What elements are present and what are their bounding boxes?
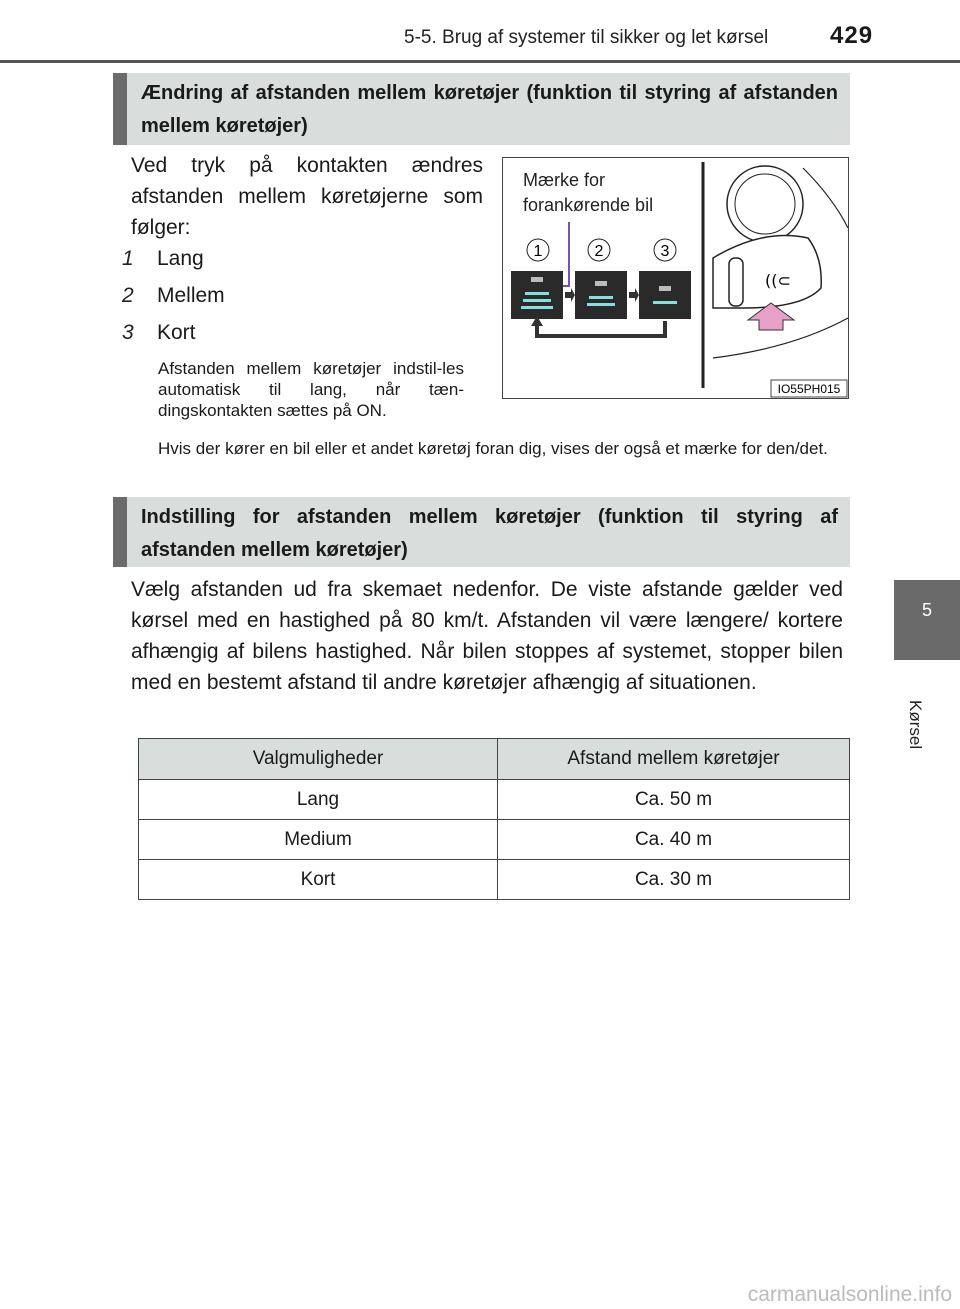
- figure-code: IO55PH015: [777, 382, 841, 396]
- option-number: 2: [122, 284, 134, 307]
- return-loop-arrow: [537, 321, 665, 336]
- option-label: Mellem: [157, 284, 225, 307]
- step-number: 3: [660, 243, 670, 260]
- distance-switch-icon: ((⊂: [765, 271, 791, 290]
- table-cell: Ca. 40 m: [498, 820, 850, 860]
- table-cell: Lang: [139, 780, 498, 820]
- chapter-tab-label: Kørsel: [906, 700, 925, 750]
- note-vehicle-ahead: Hvis der kører en bil eller et andet køretøj foran dig, vises der også et mærke for den/det.: [158, 439, 828, 458]
- table-row: [139, 820, 850, 860]
- running-header-title: 5-5. Brug af systemer til sikker og let kørsel: [404, 27, 769, 48]
- table-row: [139, 860, 850, 900]
- table-row: [139, 780, 850, 820]
- distance-switch-illustration: [502, 157, 849, 399]
- illustration-drawing: [503, 158, 850, 400]
- display-short: [639, 271, 691, 319]
- figure-label-line2: forankørende bil: [523, 195, 654, 215]
- option-number: 1: [122, 247, 134, 270]
- table-cell: Ca. 30 m: [498, 860, 850, 900]
- option-number: 3: [122, 321, 134, 344]
- table-header-row: [139, 739, 850, 780]
- next-arrow-icon: [565, 288, 575, 302]
- section1-intro: Ved tryk på kontakten ændres afstanden mellem køretøjerne som følger:: [131, 154, 483, 239]
- gauge-circle: [727, 166, 803, 242]
- table-cell: Medium: [139, 820, 498, 860]
- display-medium: [575, 271, 627, 319]
- figure-label-line1: Mærke for: [523, 170, 606, 190]
- distance-table: [138, 738, 850, 900]
- option-label: Kort: [157, 321, 196, 344]
- section-heading-1: Ændring af afstanden mellem køretøjer (funktion til styring af afstanden mellem køretøjer): [113, 73, 850, 145]
- section-heading-2: Indstilling for afstanden mellem køretøjer (funktion til styring af afstanden mellem køretøjer): [113, 497, 850, 567]
- table-cell: Kort: [139, 860, 498, 900]
- step-number: 1: [533, 243, 543, 260]
- next-arrow-icon: [629, 288, 639, 302]
- table-cell: Ca. 50 m: [498, 780, 850, 820]
- option-label: Lang: [157, 247, 204, 270]
- table-header-cell: Valgmuligheder: [139, 739, 498, 780]
- step-number: 2: [594, 243, 604, 260]
- page-number: 429: [830, 22, 874, 49]
- chapter-tab-number: 5: [921, 600, 932, 620]
- note-auto-long: Afstanden mellem køretøjer indstil-les automatisk til lang, når tæn-dingskontakten sættes på ON.: [158, 359, 464, 420]
- table-header-cell: Afstand mellem køretøjer: [498, 739, 850, 780]
- watermark: carmanualsonline.info: [747, 1283, 952, 1306]
- section2-body: Vælg afstanden ud fra skemaet nedenfor. De viste afstande gælder ved kørsel med en hastighed på 80 km/t. Afstanden vil være længere/ kortere afhængig af bilens hastighed. Når bilen stoppes af systemet, stopper bilen med en bestemt afstand til andre køretøjer afhængig af situationen.: [131, 578, 843, 694]
- header-divider: [0, 60, 960, 63]
